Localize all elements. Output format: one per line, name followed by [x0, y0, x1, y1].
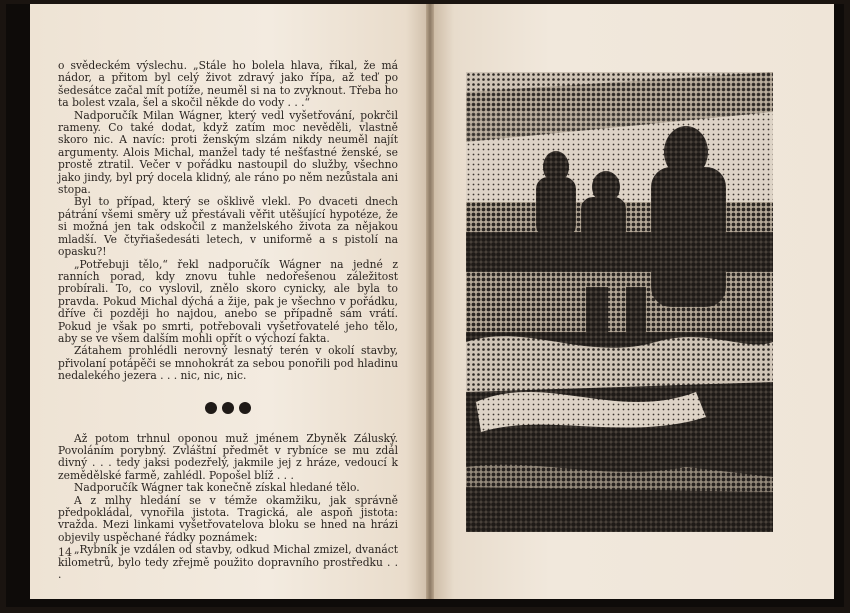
dot-icon	[239, 402, 251, 414]
paragraph-4: „Potřebuji tělo,“ řekl nadporučík Wágner na jedné z ranních porad, kdy znovu tuhle nedořešenou záležitost probírali. To, co vyslovil, znělo skoro cynicky, ale byla to pravda. Pokud Michal dýchá a žije, pak je všechno v pořádku, dříve či později ho najdou, anebo se případně sám vrátí. Pokud je však po smrti, potřebovali vyšetřovatelé jeho tělo, aby se ve všem dalším mohli opřít o výchozí fakta.	[58, 257, 398, 345]
halftone-photo	[466, 72, 773, 532]
paragraph-2: Nadporučík Milan Wágner, který vedl vyšetřování, pokrčil rameny. Co také dodat, když zatím moc nevěděli, vlastně skoro nic. A navíc: proti ženským slzám nikdy neuměl najít argumenty. Alois Michal, manžel tady té nešťastné ženské, se prostě ztratil. Večer v pořádku nastoupil do služby, všechno jako jindy, byl prý docela klidný, ale ráno po něm nezůstala ani stopa.	[58, 108, 398, 197]
paragraph-5: Zátahem prohlédli nerovný lesnatý terén v okolí stavby, přivolaní potápěči se mnohokrát za sebou ponořili pod hladinu nedalekého jezera . . . nic, nic, nic.	[58, 344, 398, 383]
dot-icon	[222, 402, 234, 414]
paragraph-3: Byl to případ, který se ošklivě vlekl. Po dvaceti dnech pátrání všemi směry už přestávali věřit utěšující hypotéze, že si možná jen tak odskočil z manželského života za nějakou mladší. Ve čtyřiašedesáti letech, v uniformě a s pistolí na opasku?!	[58, 195, 398, 259]
paragraph-6: Až potom trhnul oponou muž jménem Zbyněk Záluský. Povoláním porybný. Zvláštní předmět v rybníce se mu zdál divný . . . tedy jaksi podezřelý, jakmile jej z hráze, vedoucí k zemědělské farmě, zahlédl. Popošel blíž . . .	[58, 431, 398, 482]
dot-icon	[205, 402, 217, 414]
book-gutter	[426, 4, 434, 599]
paragraph-7: Nadporučík Wágner tak konečně získal hledané tělo.	[74, 481, 360, 495]
paragraph-9: „Rybník je vzdálen od stavby, odkud Michal zmizel, dvanáct kilometrů, bylo tedy zřejmě použito dopravního prostředku . . .	[58, 543, 398, 582]
page-number: 14	[58, 546, 72, 559]
left-page-text	[58, 60, 398, 581]
section-break-dots	[58, 393, 398, 423]
paragraph-8: A z mlhy hledání se v témže okamžiku, jak správně předpokládal, vynořila jistota. Tragická, ale aspoň jistota: vražda. Mezi linkami vyšetřovatelova bloku se hned na hrázi objevily uspěchané řádky poznámek:	[58, 493, 398, 544]
paragraph-1: o svědeckém výslechu. „Stále ho bolela hlava, říkal, že má nádor, a přitom byl celý život zdravý jako řípa, až teď po šedesátce začal mít potíže, neuměl si na to zvyknout. Třeba ho ta bolest vzala, šel a skočil někde do vody . . .“	[58, 59, 398, 110]
